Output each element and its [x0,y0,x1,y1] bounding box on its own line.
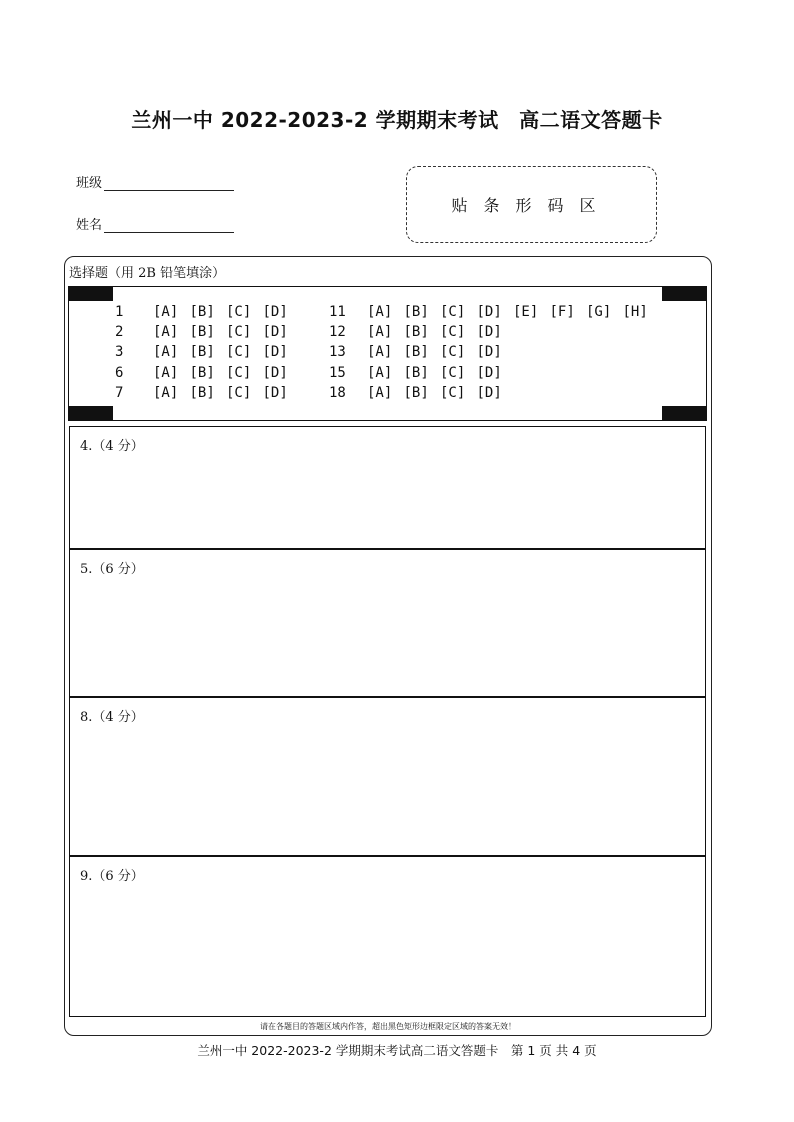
question-label: 5.（6 分） [80,562,144,577]
question-box[interactable] [69,426,706,549]
choice-row [115,342,659,362]
question-number: 3 [115,344,124,361]
alignment-mark [69,287,113,301]
question-label: 8.（4 分） [80,710,144,725]
question-number: 15 [329,364,346,381]
choice-bubble[interactable]: [D] [476,304,502,320]
choice-bubble[interactable]: [B] [403,364,429,381]
choice-bubble[interactable]: [E] [513,304,539,320]
choice-bubble[interactable]: [A] [153,324,179,341]
class-field [76,172,234,191]
question-box[interactable] [69,697,706,856]
choice-grid [115,302,659,403]
choice-row [115,383,659,403]
choice-bubble[interactable]: [B] [189,324,215,341]
question-label: 9.（6 分） [80,869,144,884]
question-number: 1 [115,304,124,320]
choice-bubble[interactable]: [B] [189,304,215,320]
question-box[interactable] [69,856,706,1017]
choice-bubble[interactable]: [B] [403,304,429,320]
choice-bubble[interactable]: [A] [153,344,179,361]
choice-bubble[interactable]: [D] [476,364,502,381]
question-number: 6 [115,364,124,381]
choice-bubble[interactable]: [B] [403,344,429,361]
choice-bubble[interactable]: [C] [440,384,466,401]
question-number: 2 [115,324,124,341]
choice-bubble[interactable]: [C] [440,344,466,361]
choice-bubble[interactable]: [D] [476,384,502,401]
class-label: 班级 [76,176,103,191]
choice-bubble[interactable]: [D] [476,344,502,361]
question-number: 7 [115,384,124,401]
choice-bubble[interactable]: [C] [440,364,466,381]
question-box[interactable] [69,549,706,697]
question-number: 12 [329,324,346,341]
question-number: 11 [329,304,346,320]
name-field [76,214,234,233]
choice-bubble[interactable]: [D] [262,344,288,361]
alignment-mark [662,406,706,420]
page-footer: 兰州一中 2022-2023-2 学期期末考试高二语文答题卡 第 1 页 共 4 页 [197,1043,597,1058]
alignment-mark [662,287,706,301]
choice-bubble[interactable]: [H] [622,304,648,320]
choice-row [115,322,659,342]
choice-bubble[interactable]: [A] [153,364,179,381]
footer-note: 请在各题目的答题区域内作答，超出黑色矩形边框限定区域的答案无效！ [260,1022,516,1031]
name-input-line[interactable] [104,218,234,233]
choice-bubble[interactable]: [C] [226,304,252,320]
class-input-line[interactable] [104,176,234,191]
choice-bubble[interactable]: [D] [262,324,288,341]
choice-section-title: 选择题（用 2B 铅笔填涂） [69,266,226,281]
choice-bubble[interactable]: [C] [226,364,252,381]
question-number: 18 [329,384,346,401]
choice-bubble[interactable]: [A] [367,304,393,320]
question-number: 13 [329,344,346,361]
choice-bubble[interactable]: [B] [403,324,429,341]
choice-bubble[interactable]: [D] [262,304,288,320]
choice-bubble[interactable]: [C] [440,304,466,320]
name-label: 姓名 [76,218,103,233]
choice-bubble[interactable]: [B] [403,384,429,401]
choice-row [115,302,659,322]
page-title: 兰州一中 2022-2023-2 学期期末考试 高二语文答题卡 [131,108,663,132]
choice-bubble[interactable]: [B] [189,344,215,361]
alignment-mark [69,406,113,420]
choice-row [115,363,659,383]
choice-bubble[interactable]: [C] [440,324,466,341]
question-label: 4.（4 分） [80,439,144,454]
choice-bubble[interactable]: [D] [262,384,288,401]
barcode-area: 贴条形码区 [406,166,657,243]
choice-bubble[interactable]: [A] [367,344,393,361]
choice-bubble[interactable]: [B] [189,384,215,401]
choice-bubble[interactable]: [B] [189,364,215,381]
choice-bubble[interactable]: [C] [226,384,252,401]
choice-bubble[interactable]: [D] [476,324,502,341]
choice-bubble[interactable]: [A] [367,324,393,341]
choice-bubble[interactable]: [A] [153,384,179,401]
choice-bubble[interactable]: [A] [367,384,393,401]
choice-bubble[interactable]: [F] [549,304,575,320]
choice-bubble[interactable]: [A] [153,304,179,320]
choice-bubble[interactable]: [A] [367,364,393,381]
choice-bubble[interactable]: [C] [226,344,252,361]
choice-bubble[interactable]: [C] [226,324,252,341]
choice-bubble[interactable]: [G] [586,304,612,320]
choice-bubble[interactable]: [D] [262,364,288,381]
